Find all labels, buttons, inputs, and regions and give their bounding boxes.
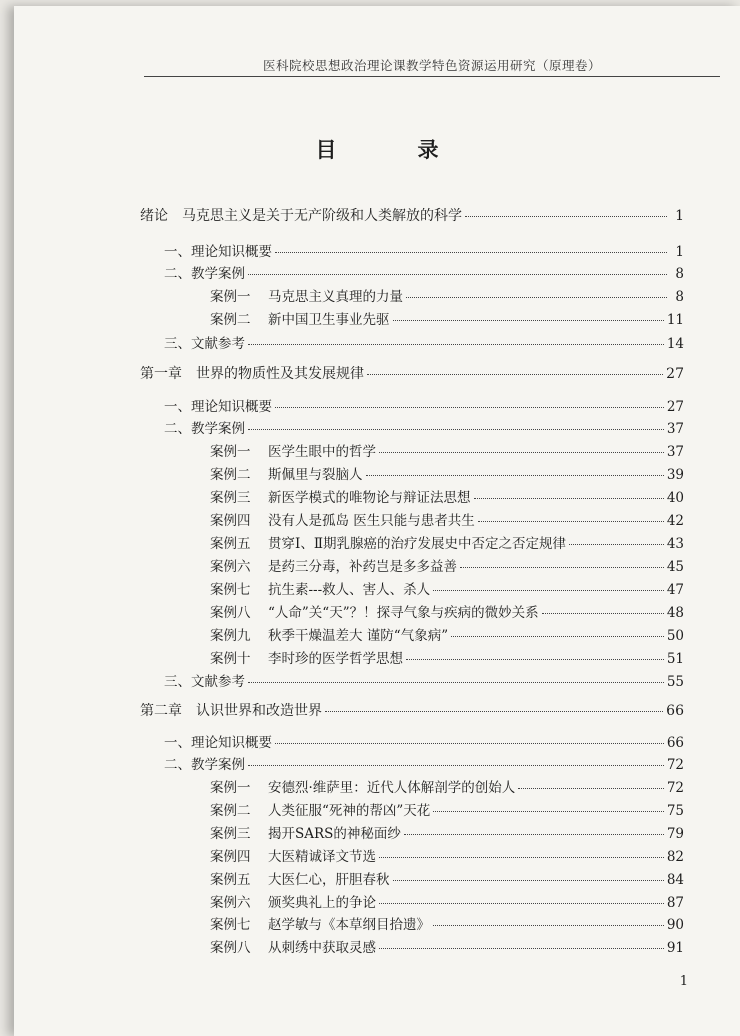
toc-case-label: 案例一 — [210, 289, 251, 305]
toc-leader-dots — [275, 252, 667, 253]
toc-case-label: 案例七 — [210, 917, 251, 933]
toc-leader-dots — [367, 374, 663, 375]
toc-entry — [210, 311, 684, 329]
toc-case-label: 案例一 — [210, 780, 251, 796]
toc-entry — [210, 535, 684, 553]
toc-entry — [140, 702, 684, 720]
toc-case-label: 案例二 — [210, 803, 251, 819]
toc-entry — [210, 512, 684, 530]
toc-case-label: 案例九 — [210, 628, 251, 644]
toc-case-label: 案例五 — [210, 536, 251, 552]
toc-entry — [140, 365, 684, 383]
toc-entry-title: 是药三分毒，补药岂是多多益善 — [268, 559, 457, 575]
toc-entry — [210, 604, 684, 622]
toc-leader-dots — [248, 274, 667, 275]
toc-page-number: 11 — [666, 312, 684, 328]
toc-entry — [164, 335, 684, 353]
toc-leader-dots — [325, 711, 663, 712]
toc-case-label: 案例四 — [210, 513, 251, 529]
toc-case-label: 案例三 — [210, 826, 251, 842]
toc-entry-title: 新中国卫生事业先驱 — [268, 312, 390, 328]
toc-page-number: 8 — [675, 266, 684, 282]
running-header: 医科院校思想政治理论课教学特色资源运用研究（原理卷） — [262, 58, 601, 73]
toc-leader-dots — [433, 590, 664, 591]
toc-entry-title: 第二章 认识世界和改造世界 — [140, 703, 322, 719]
toc-leader-dots — [460, 567, 664, 568]
toc-entry-title: 从刺绣中获取灵感 — [268, 940, 376, 956]
toc-page-number: 90 — [666, 917, 684, 933]
toc-entry-title: 马克思主义真理的力量 — [268, 289, 403, 305]
toc-page-number: 66 — [666, 735, 684, 751]
toc-entry — [164, 398, 684, 416]
toc-entry — [210, 939, 684, 957]
toc-leader-dots — [379, 857, 664, 858]
toc-entry-title: 揭开SARS的神秘面纱 — [268, 826, 401, 842]
toc-entry-title: 三、文献参考 — [164, 336, 245, 352]
toc-entry — [210, 288, 684, 306]
toc-page-number: 72 — [666, 780, 684, 796]
toc-entry-title: 抗生素---救人、害人、杀人 — [268, 582, 431, 598]
toc-entry — [210, 916, 684, 934]
toc-page-number: 37 — [666, 444, 684, 460]
toc-entry-title: 大医精诚译文节选 — [268, 849, 376, 865]
toc-page-number: 39 — [666, 467, 684, 483]
toc-page-number: 87 — [666, 895, 684, 911]
toc-page-number: 14 — [666, 336, 684, 352]
toc-case-label: 案例一 — [210, 444, 251, 460]
toc-entry-title: 赵学敏与《本草纲目拾遗》 — [268, 917, 430, 933]
toc-leader-dots — [393, 320, 664, 321]
page-number: 1 — [679, 974, 688, 989]
toc-entry — [140, 207, 684, 225]
toc-page-number: 55 — [666, 674, 684, 690]
toc-entry — [210, 848, 684, 866]
toc-entry-title: 大医仁心，肝胆春秋 — [268, 872, 390, 888]
toc-case-label: 案例五 — [210, 872, 251, 888]
toc-case-label: 案例六 — [210, 895, 251, 911]
toc-page-number: 47 — [666, 582, 684, 598]
toc-entry — [210, 558, 684, 576]
toc-page-number: 1 — [675, 208, 684, 224]
header-rule — [144, 76, 720, 77]
toc-entry-title: 第一章 世界的物质性及其发展规律 — [140, 366, 364, 382]
toc-title: 目 录 — [315, 137, 469, 162]
toc-leader-dots — [433, 925, 664, 926]
toc-leader-dots — [518, 788, 664, 789]
toc-page-number: 50 — [666, 628, 684, 644]
toc-page-number: 27 — [666, 399, 684, 415]
toc-entry-title: 安德烈·维萨里：近代人体解剖学的创始人 — [268, 780, 516, 796]
toc-entry-title: 贯穿Ⅰ、Ⅱ期乳腺癌的治疗发展史中否定之否定规律 — [268, 536, 567, 552]
toc-page-number: 48 — [666, 605, 684, 621]
toc-leader-dots — [465, 216, 667, 217]
toc-page-number: 75 — [666, 803, 684, 819]
toc-entry — [210, 443, 684, 461]
toc-entry-title: 医学生眼中的哲学 — [268, 444, 376, 460]
toc-leader-dots — [248, 765, 664, 766]
toc-entry — [210, 627, 684, 645]
toc-leader-dots — [248, 429, 664, 430]
toc-leader-dots — [542, 613, 664, 614]
toc-entry-title: 绪论 马克思主义是关于无产阶级和人类解放的科学 — [140, 208, 462, 224]
toc-entry-title: 二、教学案例 — [164, 266, 245, 282]
toc-entry — [164, 420, 684, 438]
toc-entry-title: 二、教学案例 — [164, 757, 245, 773]
toc-entry — [164, 673, 684, 691]
toc-leader-dots — [248, 344, 664, 345]
toc-entry-title: 三、文献参考 — [164, 674, 245, 690]
toc-page-number: 43 — [666, 536, 684, 552]
toc-entry-title: 人类征服“死神的帮凶”天花 — [268, 803, 431, 819]
toc-leader-dots — [379, 452, 664, 453]
toc-entry-title: 一、理论知识概要 — [164, 244, 272, 260]
toc-entry-title: 一、理论知识概要 — [164, 735, 272, 751]
toc-page-number: 45 — [666, 559, 684, 575]
toc-case-label: 案例二 — [210, 312, 251, 328]
toc-entry-title: 李时珍的医学哲学思想 — [268, 651, 403, 667]
toc-page-number: 82 — [666, 849, 684, 865]
toc-case-label: 案例十 — [210, 651, 251, 667]
toc-page-number: 79 — [666, 826, 684, 842]
toc-page-number: 51 — [666, 651, 684, 667]
toc-case-label: 案例八 — [210, 605, 251, 621]
toc-entry — [210, 825, 684, 843]
toc-entry — [210, 779, 684, 797]
toc-leader-dots — [406, 659, 664, 660]
toc-page-number: 84 — [666, 872, 684, 888]
toc-page-number: 42 — [666, 513, 684, 529]
toc-leader-dots — [478, 521, 664, 522]
toc-entry — [164, 734, 684, 752]
toc-leader-dots — [275, 407, 664, 408]
toc-leader-dots — [433, 811, 664, 812]
toc-case-label: 案例八 — [210, 940, 251, 956]
toc-leader-dots — [379, 948, 664, 949]
toc-leader-dots — [379, 903, 664, 904]
toc-leader-dots — [474, 498, 664, 499]
toc-entry — [164, 756, 684, 774]
toc-case-label: 案例二 — [210, 467, 251, 483]
toc-entry — [210, 581, 684, 599]
toc-page-number: 72 — [666, 757, 684, 773]
toc-page-number: 8 — [675, 289, 684, 305]
toc-entry — [164, 243, 684, 261]
toc-leader-dots — [393, 880, 664, 881]
toc-leader-dots — [569, 544, 664, 545]
toc-case-label: 案例三 — [210, 490, 251, 506]
toc-entry — [210, 802, 684, 820]
toc-entry-title: 没有人是孤岛 医生只能与患者共生 — [268, 513, 475, 529]
toc-case-label: 案例六 — [210, 559, 251, 575]
toc-leader-dots — [366, 475, 664, 476]
toc-entry — [210, 871, 684, 889]
toc-entry-title: 秋季干燥温差大 谨防“气象病” — [268, 628, 449, 644]
toc-entry-title: 一、理论知识概要 — [164, 399, 272, 415]
toc-entry — [210, 894, 684, 912]
toc-entry-title: 新医学模式的唯物论与辩证法思想 — [268, 490, 471, 506]
toc-leader-dots — [248, 682, 664, 683]
toc-page-number: 66 — [666, 703, 684, 719]
toc-leader-dots — [404, 834, 664, 835]
toc-entry-title: “人命”关“天”？！探寻气象与疾病的微妙关系 — [268, 605, 539, 621]
toc-entry — [210, 489, 684, 507]
toc-page-number: 91 — [666, 940, 684, 956]
toc-leader-dots — [406, 297, 667, 298]
toc-page-number: 37 — [666, 421, 684, 437]
toc-entry — [210, 650, 684, 668]
toc-entry — [210, 466, 684, 484]
toc-case-label: 案例四 — [210, 849, 251, 865]
toc-entry-title: 颁奖典礼上的争论 — [268, 895, 376, 911]
toc-entry-title: 二、教学案例 — [164, 421, 245, 437]
document-page — [14, 6, 740, 1036]
toc-page-number: 40 — [666, 490, 684, 506]
toc-page-number: 1 — [675, 244, 684, 260]
toc-entry-title: 斯佩里与裂脑人 — [268, 467, 363, 483]
toc-leader-dots — [451, 636, 664, 637]
toc-entry — [164, 265, 684, 283]
toc-case-label: 案例七 — [210, 582, 251, 598]
toc-leader-dots — [275, 743, 664, 744]
toc-page-number: 27 — [666, 366, 684, 382]
